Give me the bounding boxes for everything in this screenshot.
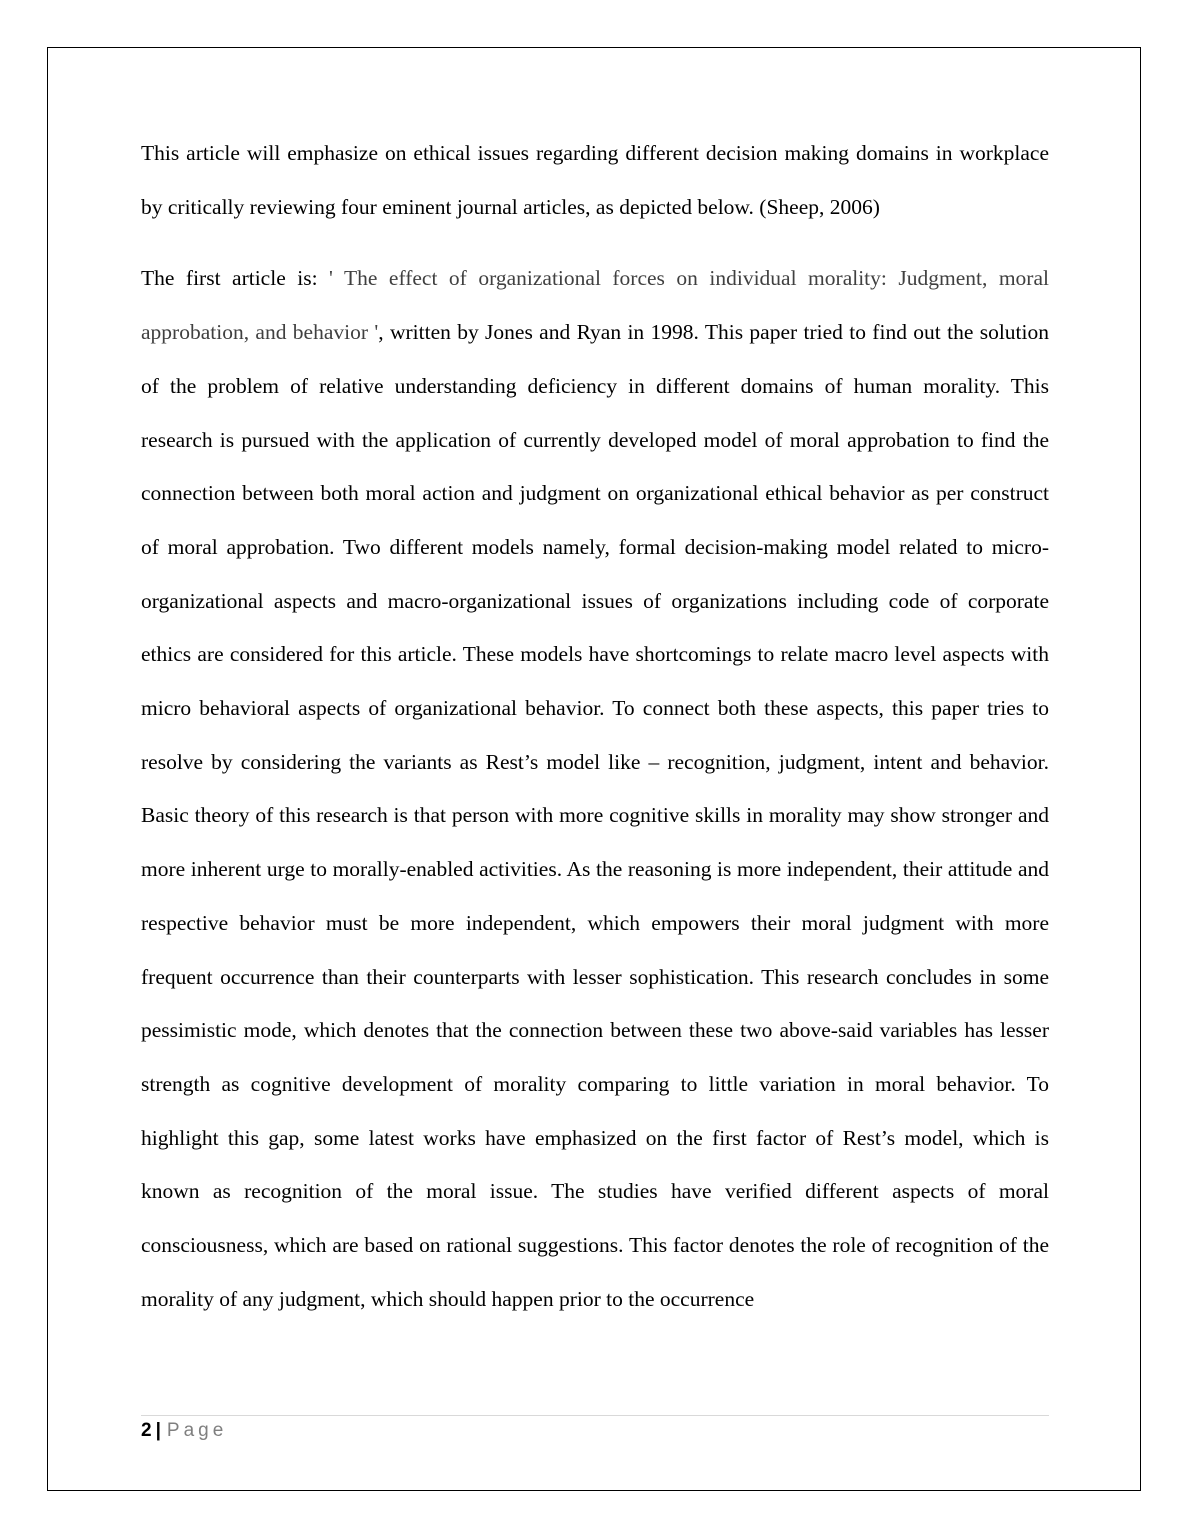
footer-separator: |: [155, 1420, 161, 1441]
first-article-paragraph: [141, 252, 1049, 1326]
document-body: [141, 127, 1049, 1326]
paragraph-lead: The first article is:: [141, 266, 330, 291]
page-footer: [141, 1419, 227, 1443]
footer-divider: [141, 1415, 1049, 1416]
article-title-quote: ' The effect of organizational forces on individual morality: Judgment, moral approbation, and behavior ': [141, 266, 1049, 345]
intro-paragraph: This article will emphasize on ethical issues regarding different decision making domains in workplace by critically reviewing four eminent journal articles, as depicted below. (Sheep, 2006): [141, 141, 1049, 219]
page-number: 2: [141, 1420, 152, 1441]
page-label: Page: [166, 1420, 228, 1441]
paragraph-body: , written by Jones and Ryan in 1998. This paper tried to find out the solution of the problem of relative understanding deficiency in different domains of human morality. This research is pursued with the application of currently developed model of moral approbation to find the connection between both moral action and judgment on organizational ethical behavior as per construct of moral approbation. Two different models namely, formal decision-making model related to micro-organizational aspects and macro-organizational issues of organizations including code of corporate ethics are considered for this article. These models have shortcomings to relate macro level aspects with micro behavioral aspects of organizational behavior. To connect both these aspects, this paper tries to resolve by considering the variants as Rest’s model like – recognition, judgment, intent and behavior. Basic theory of this research is that person with more cognitive skills in morality may show stronger and more inherent urge to morally-enabled activities. As the reasoning is more independent, their attitude and respective behavior must be more independent, which empowers their moral judgment with more frequent occurrence than their counterparts with lesser sophistication. This research concludes in some pessimistic mode, which denotes that the connection between these two above-said variables has lesser strength as cognitive development of morality comparing to little variation in moral behavior. To highlight this gap, some latest works have emphasized on the first factor of Rest’s model, which is known as recognition of the moral issue. The studies have verified different aspects of moral consciousness, which are based on rational suggestions. This factor denotes the role of recognition of the morality of any judgment, which should happen prior to the occurrence: [141, 320, 1050, 1311]
